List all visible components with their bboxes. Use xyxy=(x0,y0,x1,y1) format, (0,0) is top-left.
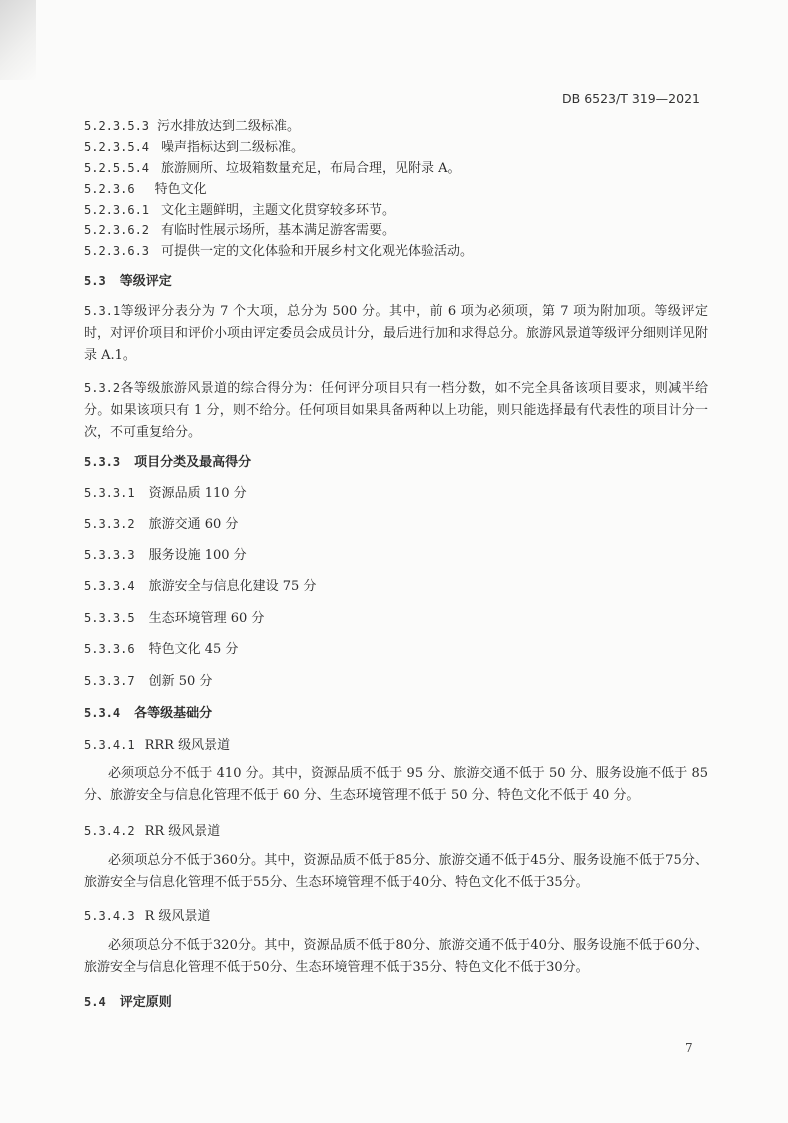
grade-requirement: 必须项总分不低于360分。其中，资源品质不低于85分、旅游交通不低于45分、服务设施不低于75分、旅游安全与信息化管理不低于55分、生态环境管理不低于40分、特色文化不低于35分。 xyxy=(84,853,708,890)
document-code: DB 6523/T 319—2021 xyxy=(562,91,700,106)
grade-heading: 5.3.4.2 RR 级风景道 xyxy=(84,824,221,839)
grade-requirement: 必须项总分不低于 410 分。其中，资源品质不低于 95 分、旅游交通不低于 50 分、服务设施不低于 85 分、旅游安全与信息化管理不低于 60 分、生态环境管理不低于 50 分、特色文化不低于 40 分。 xyxy=(84,766,708,803)
section-heading: 5.3.4 各等级基础分 xyxy=(84,706,213,721)
score-item: 5.3.3.5 生态环境管理 60 分 xyxy=(84,611,265,626)
clause-line: 5.2.5.5.4 旅游厕所、垃圾箱数量充足，布局合理，见附录 A。 xyxy=(84,161,461,176)
section-heading: 5.3.3 项目分类及最高得分 xyxy=(84,455,252,470)
clause-line: 5.2.3.5.3 污水排放达到二级标准。 xyxy=(84,119,301,134)
score-item: 5.3.3.3 服务设施 100 分 xyxy=(84,548,247,563)
scan-shadow xyxy=(0,0,36,80)
clause-line: 5.2.3.6.2 有临时性展示场所，基本满足游客需要。 xyxy=(84,223,396,238)
clause-heading: 5.2.3.6 特色文化 xyxy=(84,182,207,197)
paragraph-5-3-2: 5.3.2各等级旅游风景道的综合得分为：任何评分项目只有一档分数，如不完全具备该项目要求，则减半给分。如果该项只有 1 分，则不给分。任何项目如果具备两种以上功能，则只能选择最有代表性的项目计分一次，不可重复给分。 xyxy=(84,381,708,440)
clause-line: 5.2.3.6.3 可提供一定的文化体验和开展乡村文化观光体验活动。 xyxy=(84,244,474,259)
paragraph-5-3-1: 5.3.1等级评分表分为 7 个大项，总分为 500 分。其中，前 6 项为必须项，第 7 项为附加项。等级评定时，对评价项目和评价小项由评定委员会成员计分，最后进行加和求得总分。旅游风景道等级评分细则详见附录 A.1。 xyxy=(84,304,709,363)
score-item: 5.3.3.2 旅游交通 60 分 xyxy=(84,517,239,532)
score-item: 5.3.3.1 资源品质 110 分 xyxy=(84,486,247,501)
clause-line: 5.2.3.6.1 文化主题鲜明，主题文化贯穿较多环节。 xyxy=(84,203,396,218)
section-heading: 5.4 评定原则 xyxy=(84,995,172,1010)
section-heading: 5.3 等级评定 xyxy=(84,274,172,289)
grade-requirement: 必须项总分不低于320分。其中，资源品质不低于80分、旅游交通不低于40分、服务设施不低于60分、旅游安全与信息化管理不低于50分、生态环境管理不低于35分、特色文化不低于30分。 xyxy=(84,938,708,975)
score-item: 5.3.3.7 创新 50 分 xyxy=(84,674,213,689)
grade-heading: 5.3.4.3 R 级风景道 xyxy=(84,909,211,924)
page-number: 7 xyxy=(685,1041,693,1055)
clause-line: 5.2.3.5.4 噪声指标达到二级标准。 xyxy=(84,140,305,155)
score-item: 5.3.3.4 旅游安全与信息化建设 75 分 xyxy=(84,579,317,594)
score-item: 5.3.3.6 特色文化 45 分 xyxy=(84,642,239,657)
grade-heading: 5.3.4.1 RRR 级风景道 xyxy=(84,738,231,753)
